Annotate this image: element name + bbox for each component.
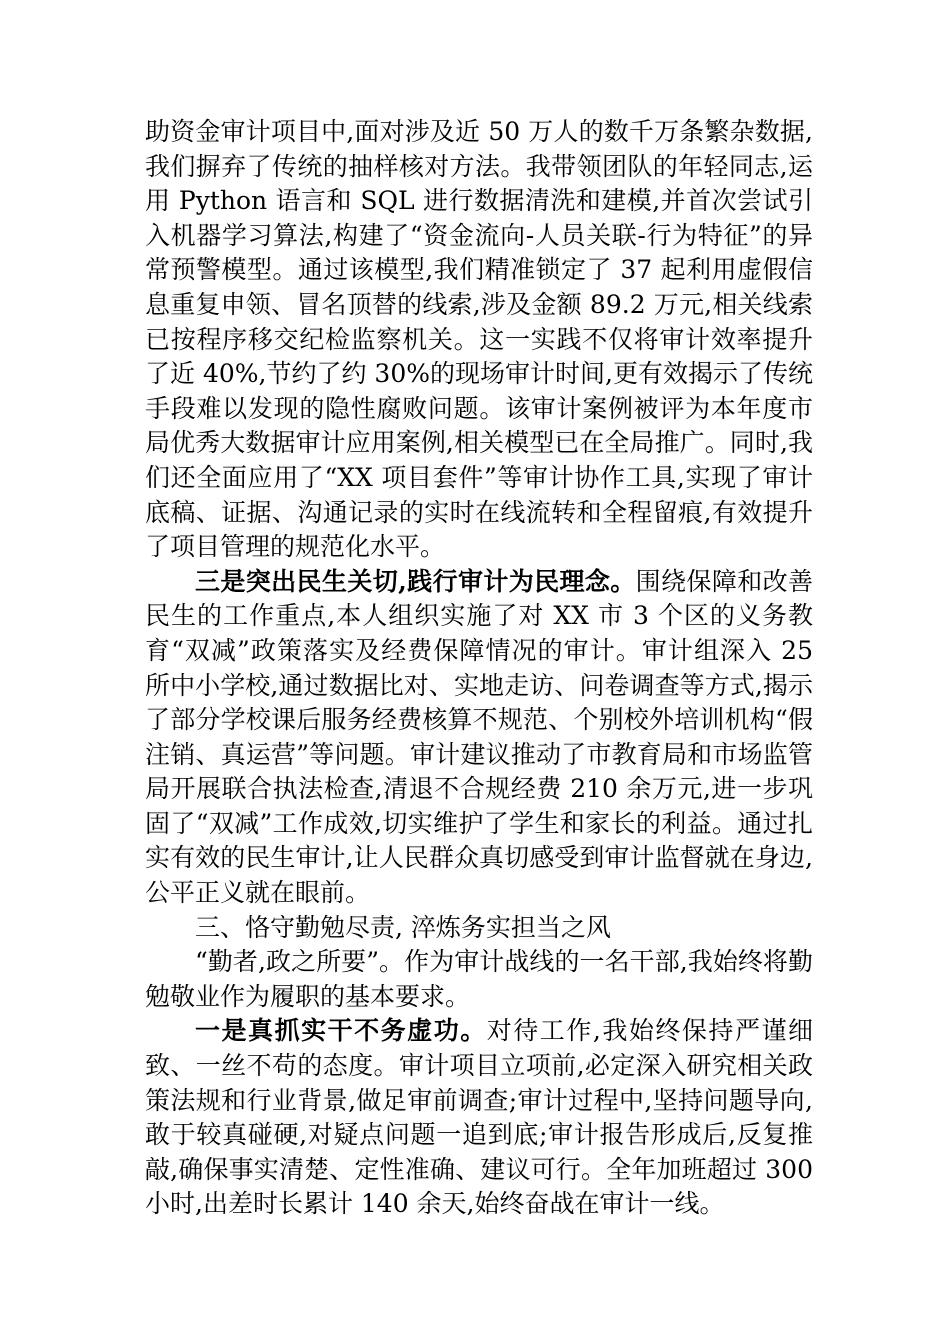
paragraph-diligence-intro	[145, 945, 813, 1014]
section-heading	[145, 911, 813, 946]
paragraph-text: 助资金审计项目中,面对涉及近 50 万人的数千万条繁杂数据,我们摒弃了传统的抽样核对方法。我带领团队的年轻同志,运用 Python 语言和 SQL 进行数据清洗和建模,并首次尝试引入机器学习算法,构建了“资金流向-人员关联-行为特征”的异常预警模型。通过该模型,我们精准锁定了 37 起利用虚假信息重复申领、冒名顶替的线索,涉及金额 89.2 万元,相关线索已按程序移交纪检监察机关。这一实践不仅将审计效率提升了近 40%,节约了约 30%的现场审计时间,更有效揭示了传统手段难以发现的隐性腐败问题。该审计案例被评为本年度市局优秀大数据审计应用案例,相关模型已在全局推广。同时,我们还全面应用了“XX 项目套件”等审计协作工具,实现了审计底稿、证据、沟通记录的实时在线流转和全程留痕,有效提升了项目管理的规范化水平。	[145, 117, 813, 562]
paragraph-text: 对待工作,我始终保持严谨细致、一丝不苟的态度。审计项目立项前,必定深入研究相关政策法规和行业背景,做足审前调查;审计过程中,坚持问题导向,敢于较真碰硬,对疑点问题一追到底;审计报告形成后,反复推敲,确保事实清楚、定性准确、建议可行。全年加班超过 300 小时,出差时长累计 140 余天,始终奋战在审计一线。	[145, 1016, 813, 1219]
paragraph-text: “勤者,政之所要”。作为审计战线的一名干部,我始终将勤勉敬业作为履职的基本要求。	[145, 947, 813, 1011]
paragraph-lead: 三是突出民生关切,践行审计为民理念。	[195, 566, 636, 596]
paragraph-text: 围绕保障和改善民生的工作重点,本人组织实施了对 XX 市 3 个区的义务教育“双减”政策落实及经费保障情况的审计。审计组深入 25 所中小学校,通过数据比对、实地走访、问卷调查等方式,揭示了部分学校课后服务经费核算不规范、个别校外培训机构“假注销、真运营”等问题。审计建议推动了市教育局和市场监管局开展联合执法检查,清退不合规经费 210 余万元,进一步巩固了“双减”工作成效,切实维护了学生和家长的利益。通过扎实有效的民生审计,让人民群众真切感受到审计监督就在身边,公平正义就在眼前。	[145, 566, 813, 908]
paragraph-lead: 一是真抓实干不务虚功。	[195, 1016, 487, 1046]
section-heading-text: 三、恪守勤勉尽责, 淬炼务实担当之风	[195, 912, 611, 942]
paragraph-livelihood-audit	[145, 565, 813, 911]
paragraph-data-audit	[145, 115, 813, 565]
document-body	[145, 115, 813, 1222]
paragraph-practical-work	[145, 1014, 813, 1222]
